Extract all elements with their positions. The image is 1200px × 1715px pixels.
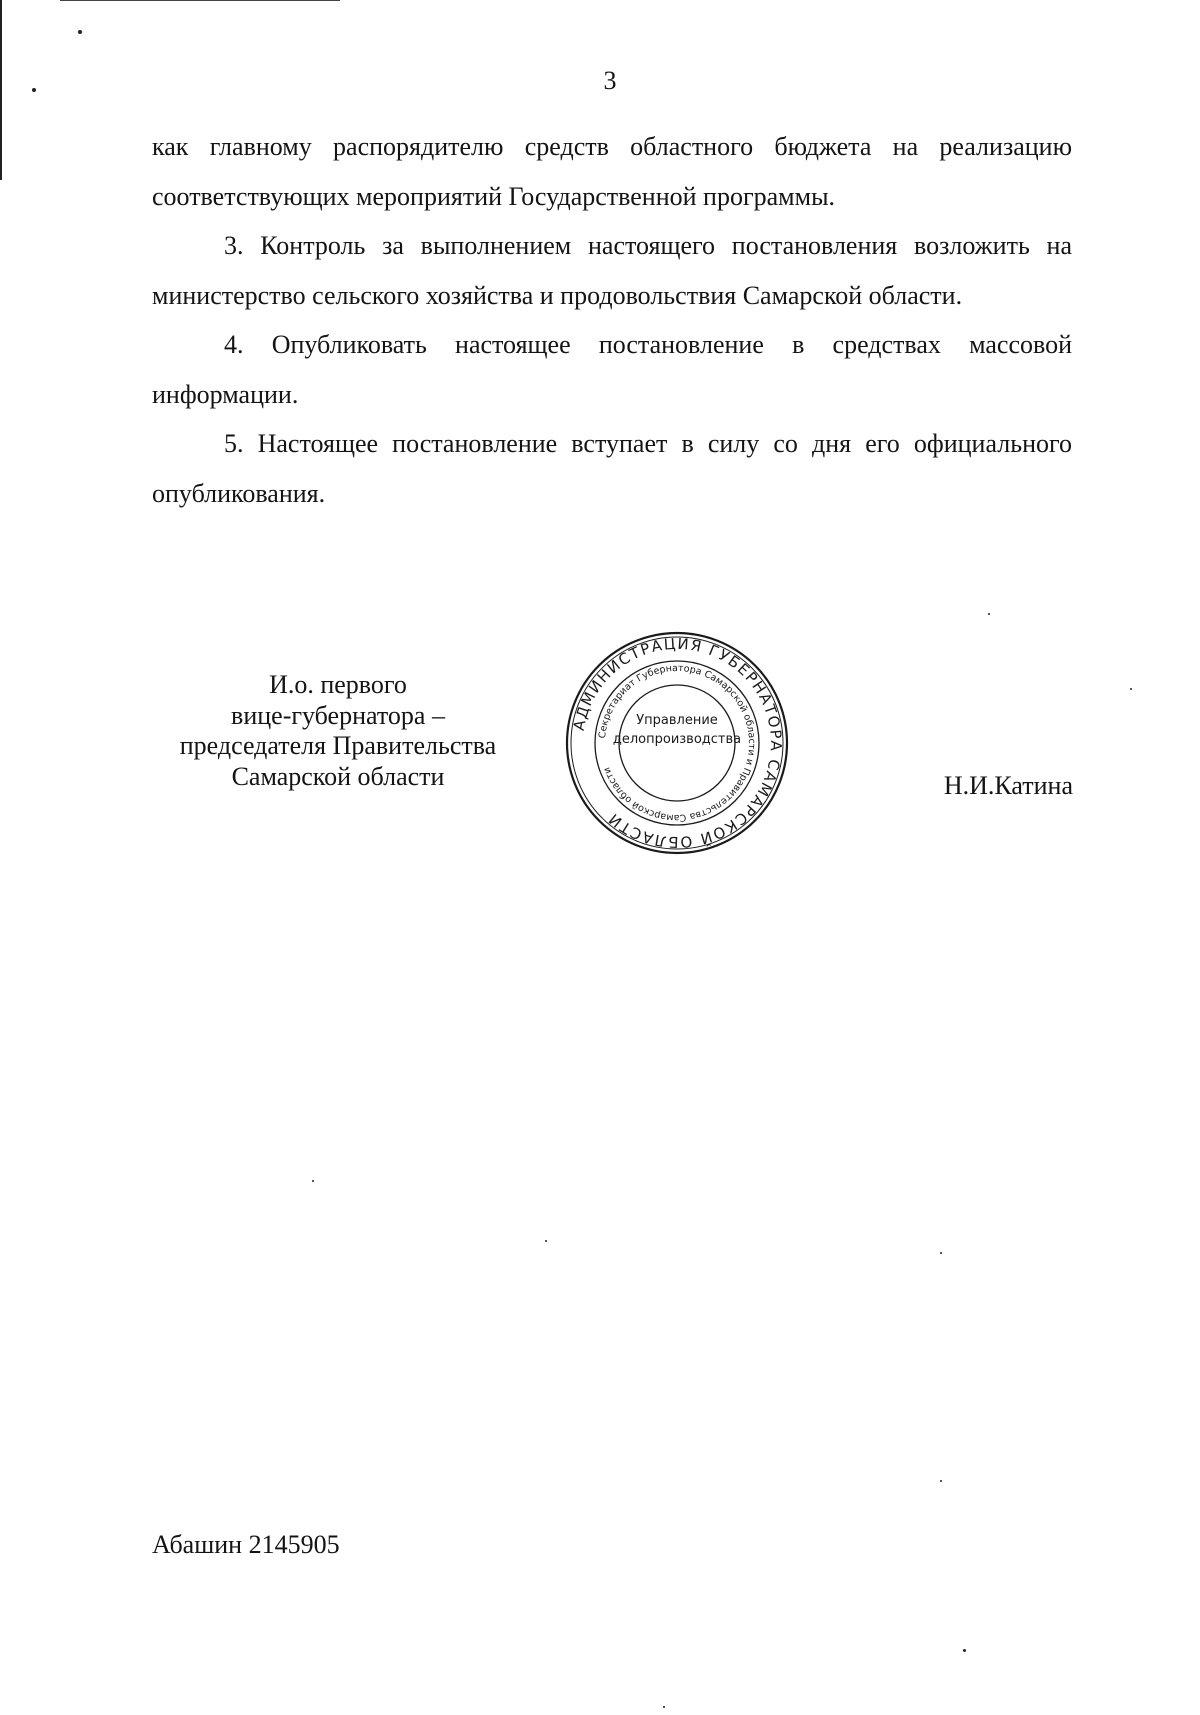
scan-speck — [78, 30, 82, 34]
document-body — [152, 122, 1072, 518]
stamp-center-line: Управление — [636, 713, 718, 728]
stamp-center-line: делопроизводства — [612, 732, 742, 747]
scan-speck — [988, 613, 990, 615]
scan-speck — [545, 1240, 547, 1242]
position-line: председателя Правительства — [179, 731, 497, 760]
scan-top-edge — [60, 0, 340, 1]
stamp-center-text — [564, 711, 790, 749]
paragraph-control: 3. Контроль за выполнением настоящего постановления возложить на министерство сельского хозяйства и продовольствия Самарской области. — [152, 231, 1072, 310]
scan-speck — [940, 1252, 942, 1254]
stamp-inner-ring: Секретариат Губернатора Самарской области и Правительства Самарской области — [597, 662, 758, 824]
stamp-outer-ring: АДМИНИСТРАЦИЯ ГУБЕРНАТОРА САМАРСКОЙ ОБЛАСТИ — [569, 634, 786, 852]
scan-speck — [312, 1180, 314, 1182]
paragraph-continuation: как главному распорядителю средств областного бюджета на реализацию соответствующих мероприятий Государственной программы. — [152, 132, 1072, 211]
position-line: Самарской области — [231, 761, 445, 791]
paragraph-publish: 4. Опубликовать настоящее постановление в средствах массовой информации. — [152, 330, 1072, 409]
scan-speck — [32, 88, 36, 92]
paragraph-effective: 5. Настоящее постановление вступает в силу со дня его официального опубликования. — [152, 429, 1072, 508]
official-stamp — [564, 630, 790, 856]
scan-speck — [940, 1480, 942, 1482]
signatory-position — [150, 670, 526, 792]
executor-contact: Абашин 2145905 — [152, 1530, 340, 1559]
scan-speck — [1130, 688, 1132, 690]
page-number: 3 — [603, 66, 617, 95]
scan-speck — [963, 1649, 966, 1652]
signer-name: Н.И.Катина — [943, 771, 1073, 800]
position-line: И.о. первого — [269, 670, 407, 699]
scan-speck — [663, 1706, 665, 1708]
position-line: вице-губернатора – — [231, 700, 445, 730]
